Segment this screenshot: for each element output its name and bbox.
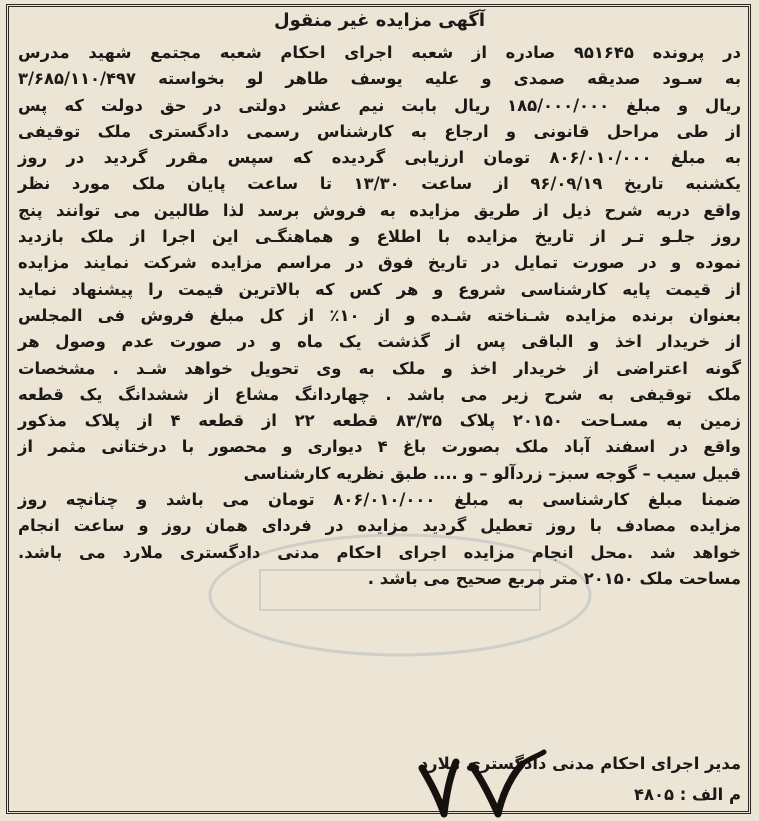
notice-line: به سـود صدیقه صمدی و علیه یوسف طاهر لو بخواسته ۳/۶۸۵/۱۱۰/۴۹۷: [18, 69, 741, 89]
notice-line: نموده و در صورت تمایل در تاریخ فوق در مراسم مزایده شرکت نمایند مزایده: [18, 253, 741, 273]
notice-line: ضمنا مبلغ کارشناسی به مبلغ ۸۰۶/۰۱۰/۰۰۰ تومان می باشد و چنانچه روز: [18, 490, 741, 510]
notice-line: مزایده مصادف با روز تعطیل گردید مزایده در فردای همان روز و ساعت انجام: [18, 516, 741, 536]
notice-line: خواهد شد .محل انجام مزایده اجرای احکام مدنی دادگستری ملارد می باشد.: [18, 542, 741, 562]
handwritten-signature-icon: [410, 740, 550, 820]
notice-line: از قیمت پایه کارشناسی شروع و هر کس که بالاترین قیمت را پیشنهاد نماید: [18, 279, 741, 299]
notice-line: قبیل سیب – گوجه سبز– زردآلو – و .... طبق نظریه کارشناسی: [243, 463, 741, 483]
notice-line: یکشنبه تاریخ ۹۶/۰۹/۱۹ از ساعت ۱۳/۳۰ تا ساعت پایان ملک مورد نظر: [18, 174, 742, 194]
notice-line: از خریدار اخذ و الباقی پس از گذشت یک ماه و در صورت عدم وصول هر: [18, 332, 741, 352]
notice-line: مساحت ملک ۲۰۱۵۰ متر مربع صحیح می باشد .: [367, 568, 741, 588]
notice-line: واقع دربه شرح ذیل از طریق مزایده به فروش برسد لذا طالبین می توانند پنج: [18, 200, 741, 220]
notice-line: از طی مراحل قانونی و ارجاع به کارشناس رسمی دادگستری ملک توقیفی: [18, 121, 741, 141]
notice-line: گونه اعتراضی از خریدار اخذ و ملک به وی تحویل خواهد شـد . مشخصات: [18, 358, 741, 378]
notice-line: در پرونده ۹۵۱۶۴۵ صادره از شعبه اجرای احکام شعبه مجتمع شهید مدرس: [18, 43, 741, 62]
notice-title: آگهی مزایده غیر منقول: [273, 10, 486, 31]
notice-line: به مبلغ ۸۰۶/۰۱۰/۰۰۰ تومان ارزیابی گردیده که سپس مقرر گردید در روز: [18, 148, 742, 168]
notice-line: بعنوان برنده مزایده شـناخته شـده و از ۱۰٪ از کل مبلغ فروش فی المجلس: [18, 305, 741, 325]
notice-line: ریال و مبلغ ۱۸۵/۰۰۰/۰۰۰ ریال بابت نیم عشر دولتی در حق دولت که پس: [18, 95, 742, 115]
notice-line: زمین به مسـاحت ۲۰۱۵۰ پلاک ۸۳/۳۵ قطعه ۲۲ از قطعه ۴ از پلاک مذکور: [18, 411, 741, 431]
notice-line: روز جلـو تـر از تاریخ مزایده با اطلاع و هماهنگـی این اجرا از ملک بازدید: [18, 227, 741, 247]
reference-number: م الف : ۴۸۰۵: [633, 785, 741, 804]
signature-title: مدیر اجرای احکام مدنی دادگستری ملارد: [419, 754, 741, 773]
notice-body: [18, 40, 741, 592]
notice-line: ملک توقیفی به شرح زیر می باشد . چهاردانگ مشاع از ششدانگ یک قطعه: [18, 384, 741, 404]
notice-line: واقع در اسفند آباد ملک بصورت باغ ۴ دیواری و محصور با درختانی مثمر از: [18, 437, 741, 457]
